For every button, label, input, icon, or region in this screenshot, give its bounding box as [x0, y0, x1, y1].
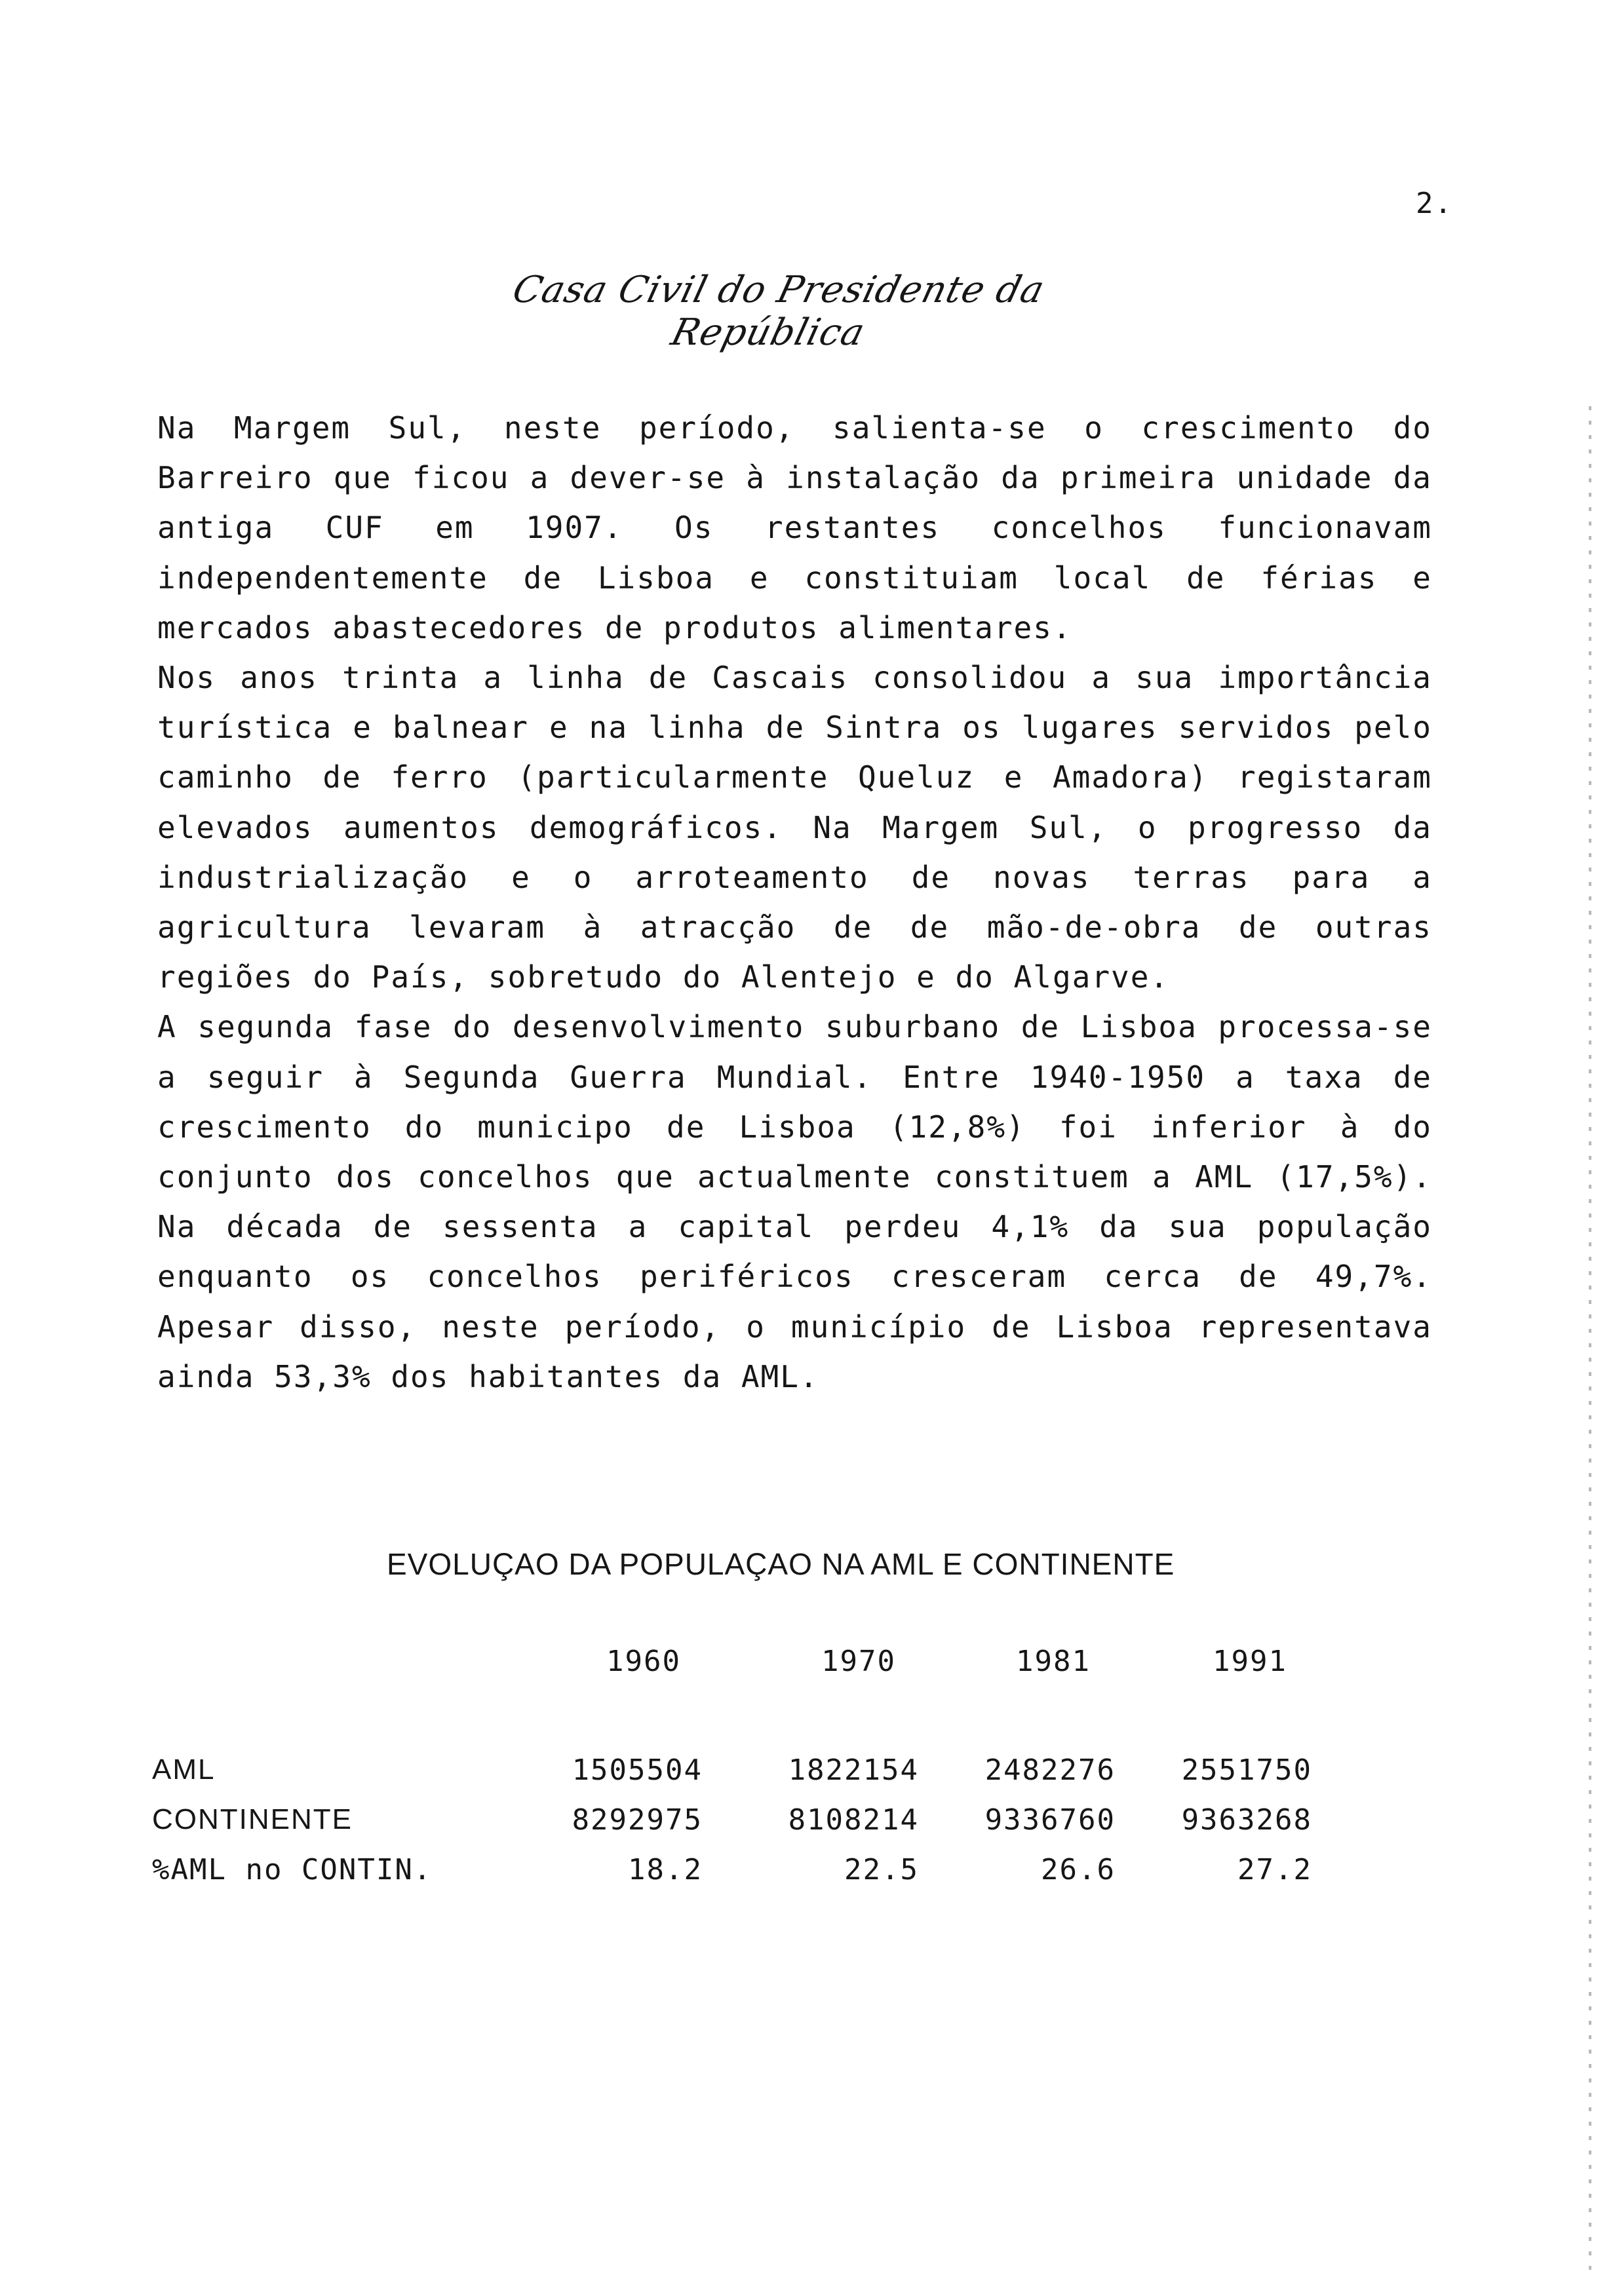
paragraph: A segunda fase do desenvolvimento suburbano de Lisboa processa-se a seguir à Segunda Guerra Mundial. Entre 1940-1950 a taxa de crescimento do municipo de Lisboa (12,8%) foi inferior à do conjunto dos concelhos que actualmente constituem a AML (17,5%). Na década de sessenta a capital perdeu 4,1% da sua população enquanto os concelhos periféricos cresceram cerca de 49,7%. Apesar disso, neste período, o município de Lisboa representava ainda 53,3% dos habitantes da AML.: [157, 1009, 1432, 1394]
letterhead: Casa Civil do Presidente da República: [508, 269, 1049, 354]
table-row: [152, 1753, 1332, 1803]
year-header: 1991: [1213, 1645, 1287, 1678]
table-cell: 1505504: [572, 1753, 703, 1787]
table-cell: 9363268: [1181, 1803, 1312, 1837]
table-cell: 26.6: [1041, 1853, 1116, 1886]
population-table: [152, 1645, 1332, 1903]
table-cell: 8292975: [572, 1803, 703, 1837]
paragraph: Nos anos trinta a linha de Cascais consolidou a sua importância turística e balnear e na linha de Sintra os lugares servidos pelo caminho de ferro (particularmente Queluz e Amadora) registaram elevados aumentos demográficos. Na Margem Sul, o progresso da industrialização e o arroteamento de novas terras para a agricultura levaram à atracção de de mão-de-obra de outras regiões do País, sobretudo do Alentejo e do Algarve.: [157, 660, 1432, 995]
table-cell: 2482276: [984, 1753, 1116, 1787]
table-cell: 22.5: [844, 1853, 919, 1886]
table-cell: 2551750: [1181, 1753, 1312, 1787]
scan-margin-edge: [1589, 406, 1591, 2280]
year-header: 1981: [1016, 1645, 1091, 1678]
year-header: 1960: [606, 1645, 681, 1678]
table-cell: 18.2: [628, 1853, 703, 1886]
body-text: [157, 403, 1432, 1402]
year-header: 1970: [821, 1645, 896, 1678]
paragraph: Na Margem Sul, neste período, salienta-se o crescimento do Barreiro que ficou a dever-se à instalação da primeira unidade da antiga CUF em 1907. Os restantes concelhos funcionavam independentemente de Lisboa e constituiam local de férias e mercados abastecedores de produtos alimentares.: [157, 410, 1432, 645]
row-label: CONTINENTE: [152, 1803, 353, 1835]
table-header-row: [152, 1645, 1332, 1753]
table-title: EVOLUÇAO DA POPULAÇAO NA AML E CONTINENTE: [387, 1547, 1175, 1581]
page-number: 2.: [1416, 187, 1453, 220]
row-label: %AML no CONTIN.: [152, 1853, 433, 1886]
row-label: AML: [152, 1753, 216, 1786]
table-row: [152, 1803, 1332, 1853]
table-row: [152, 1853, 1332, 1903]
table-cell: 9336760: [984, 1803, 1116, 1837]
table-cell: 27.2: [1237, 1853, 1312, 1886]
table-cell: 8108214: [788, 1803, 919, 1837]
table-cell: 1822154: [788, 1753, 919, 1787]
